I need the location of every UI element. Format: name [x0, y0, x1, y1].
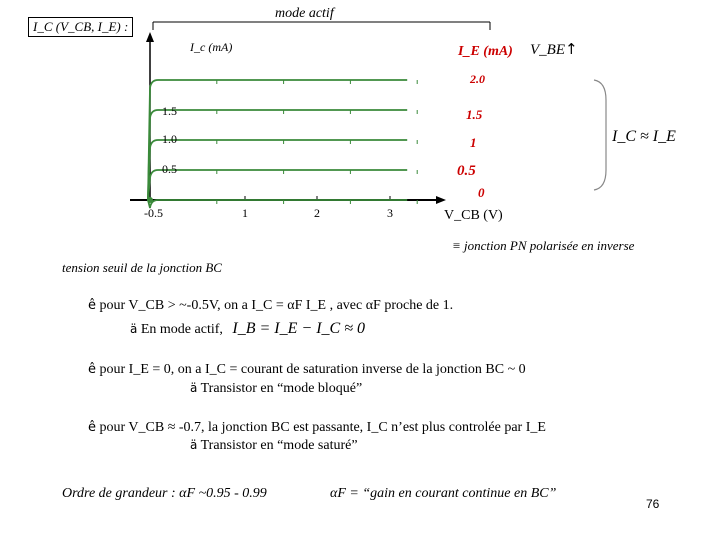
ic-curve [148, 110, 407, 200]
ic-approx-ie: I_C ≈ I_E [612, 128, 676, 145]
bullet-3 [88, 420, 546, 436]
bullet-1-sub [130, 320, 365, 338]
ie-value-2: 2.0 [470, 72, 485, 86]
mode-actif-label: mode actif [275, 6, 334, 21]
ic-curve [148, 200, 407, 208]
bullet-2-text: pour I_E = 0, on a I_C = courant de saturation inverse de la jonction BC ~ 0 [99, 362, 526, 377]
bullet-3-sub-text: Transistor en “mode saturé” [200, 438, 358, 453]
bullet-3-marker: ê [88, 420, 96, 435]
ic-curves [147, 80, 417, 208]
x-tick-2: 2 [314, 206, 320, 220]
bullet-2-sub [190, 381, 362, 397]
bullet-1-formula: I_B = I_E − I_C ≈ 0 [232, 320, 365, 337]
bullet-3-text: pour V_CB ≈ -0.7, la jonction BC est passante, I_C n’est plus controlée par I_E [99, 420, 546, 435]
footer-right: αF = “gain en courant continue en BC” [330, 486, 557, 501]
right-brace [594, 80, 606, 190]
y-axis-label: I_c (mA) [190, 40, 233, 54]
x-tick-1: 1 [242, 206, 248, 220]
y-tick-0-5: 0.5 [162, 162, 177, 176]
vbe-arrow: ↑ [565, 40, 578, 58]
y-tick-1-5: 1.5 [162, 104, 177, 118]
ie-value-0: 0 [478, 185, 485, 200]
bullet-1-sub-text: En mode actif, [140, 322, 223, 337]
x-tick-neg-0-5: -0.5 [144, 206, 163, 220]
seuil-point [147, 197, 153, 203]
bullet-2-sub-text: Transistor en “mode bloqué” [200, 381, 363, 396]
y-tick-1-0: 1.0 [162, 132, 177, 146]
bullet-2-marker: ê [88, 362, 96, 377]
bullet-1-sub-marker: ä [130, 322, 138, 336]
x-tick-3: 3 [387, 206, 393, 220]
y-axis-arrowhead [146, 32, 154, 42]
bullet-2 [88, 362, 526, 378]
ie-label: I_E (mA) [458, 44, 513, 59]
seuil-note: tension seuil de la jonction BC [62, 260, 222, 275]
bullet-1-marker: ê [88, 298, 96, 313]
bullet-1-text: pour V_CB > ~-0.5V, on a I_C = αF I_E , avec αF proche de 1. [99, 298, 454, 313]
vbe-label: V_BE [530, 42, 565, 58]
inverse-note: ≡ jonction PN polarisée en inverse [452, 238, 635, 253]
ie-value-1: 1 [470, 135, 477, 150]
ic-curve [148, 170, 407, 200]
page-number: 76 [646, 497, 660, 511]
footer-left: Ordre de grandeur : αF ~0.95 - 0.99 [62, 486, 267, 501]
x-axis-label: V_CB (V) [444, 208, 503, 223]
bullet-3-sub [190, 438, 358, 454]
bullet-1 [88, 298, 453, 314]
function-label: I_C (V_CB, I_E) : [33, 19, 129, 34]
ie-value-1-5: 1.5 [466, 107, 483, 122]
ie-value-0-5: 0.5 [457, 163, 476, 179]
x-axis-arrowhead [436, 196, 446, 204]
bullet-3-sub-marker: ä [190, 438, 198, 452]
bullet-2-sub-marker: ä [190, 381, 198, 395]
